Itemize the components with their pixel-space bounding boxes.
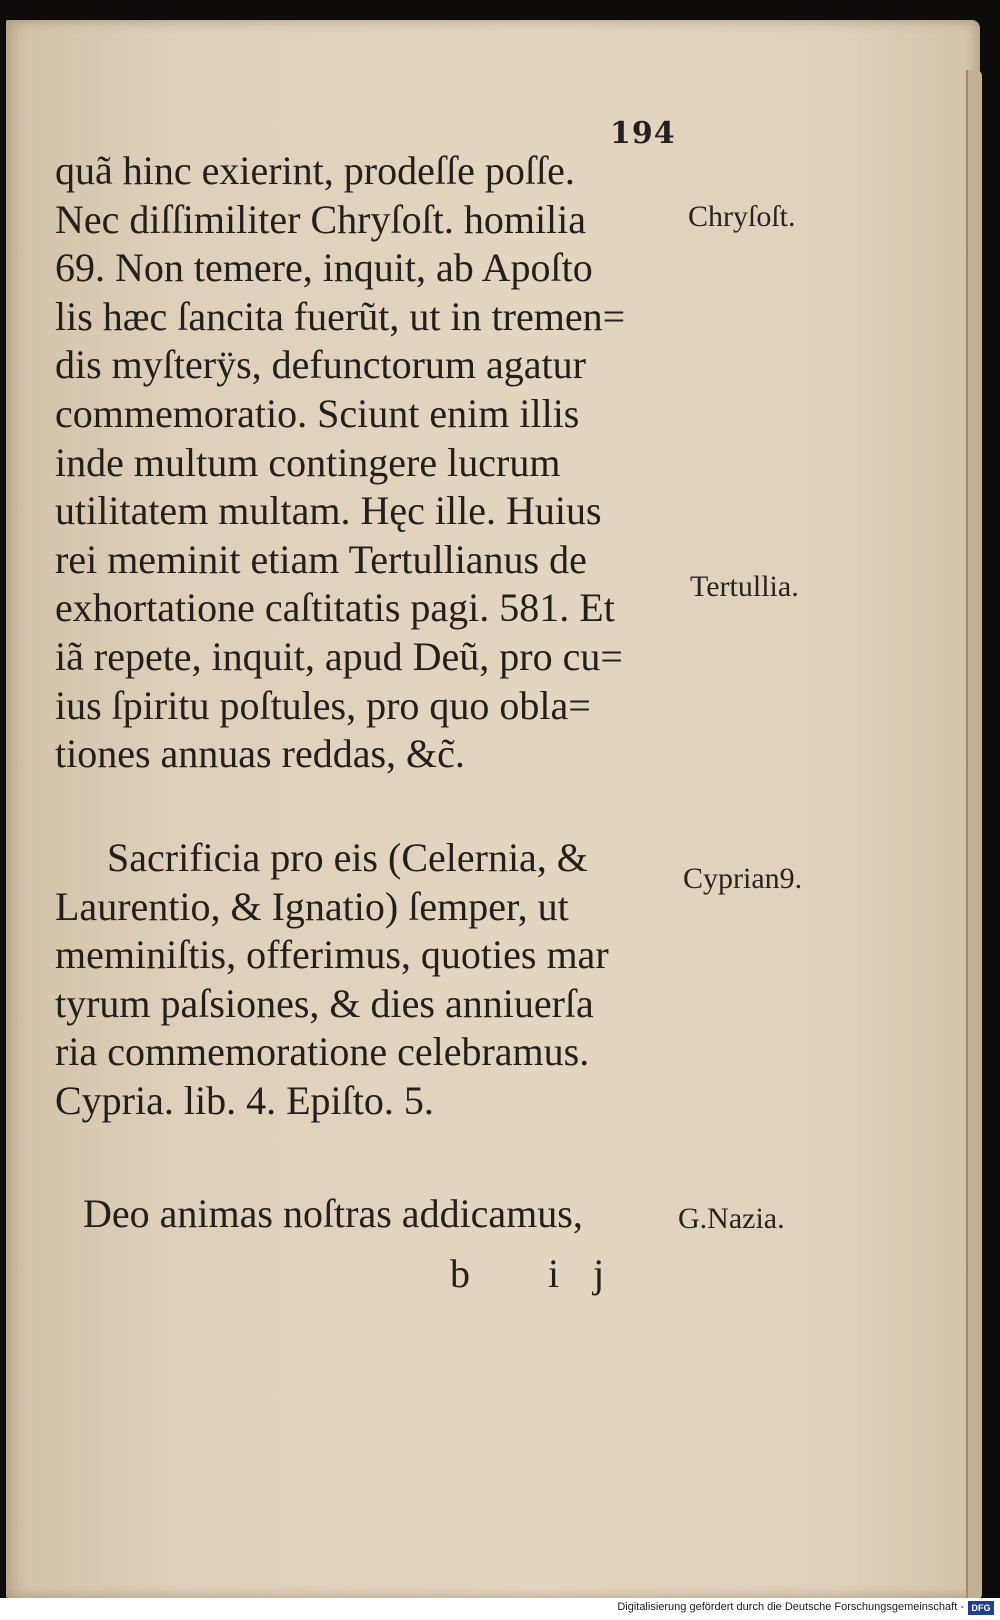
text-line: dis myſterÿs, defunctorum agatur	[55, 342, 586, 388]
text-line: ius ſpiritu poſtules, pro quo obla=	[55, 682, 591, 728]
text-line: rei meminit etiam Tertullianus de	[55, 536, 587, 582]
marginal-note-nazia: G.Nazia.	[678, 1202, 785, 1235]
text-line: iã repete, inquit, apud Deũ, pro cu=	[55, 633, 623, 679]
page-number: 194	[610, 116, 676, 151]
paragraph-2	[55, 834, 685, 1126]
page-edge	[966, 70, 982, 1600]
paragraph-1	[55, 147, 685, 779]
text-line: lis hæc ſancita fuerũt, ut in tremen=	[55, 293, 626, 339]
text-line: Deo animas noſtras addicamus,	[83, 1191, 583, 1236]
text-line: Cypria. lib. 4. Epiſto. 5.	[55, 1077, 434, 1123]
marginal-note-tertullia: Tertullia.	[690, 570, 799, 603]
text-line: ria commemoratione celebramus.	[55, 1029, 590, 1075]
footer-bar	[0, 1598, 1000, 1620]
text-line: utilitatem multam. Hęc ille. Huius	[55, 488, 602, 534]
text-line: meminiſtis, offerimus, quoties mar	[55, 932, 609, 978]
marginal-note-chrysost: Chryſoſt.	[688, 200, 796, 233]
text-line: commemoratio. Sciunt enim illis	[55, 390, 580, 436]
paragraph-3	[55, 1190, 685, 1239]
dfg-logo: DFG	[968, 1601, 994, 1615]
text-line: Laurentio, & Ignatio) ſemper, ut	[55, 883, 569, 929]
text-line: Sacrificia pro eis (Celernia, &	[107, 835, 588, 880]
text-line: inde multum contingere lucrum	[55, 439, 561, 485]
funding-credit: Digitalisierung gefördert durch die Deutsche Forschungsgemeinschaft -	[617, 1601, 964, 1613]
text-line: exhortatione caſtitatis pagi. 581. Et	[55, 585, 615, 631]
marginal-note-cypriano: Cyprian9.	[683, 862, 803, 895]
text-line: Nec diſſimiliter Chryſoſt. homilia	[55, 196, 587, 242]
text-line: tiones annuas reddas, &c̃.	[55, 731, 465, 777]
text-line: quã hinc exierint, prodeſſe poſſe.	[55, 148, 575, 193]
signature-mark: b ij	[450, 1251, 639, 1296]
text-line: tyrum paſsiones, & dies anniuerſa	[55, 980, 594, 1026]
text-line: 69. Non temere, inquit, ab Apoſto	[55, 245, 593, 291]
